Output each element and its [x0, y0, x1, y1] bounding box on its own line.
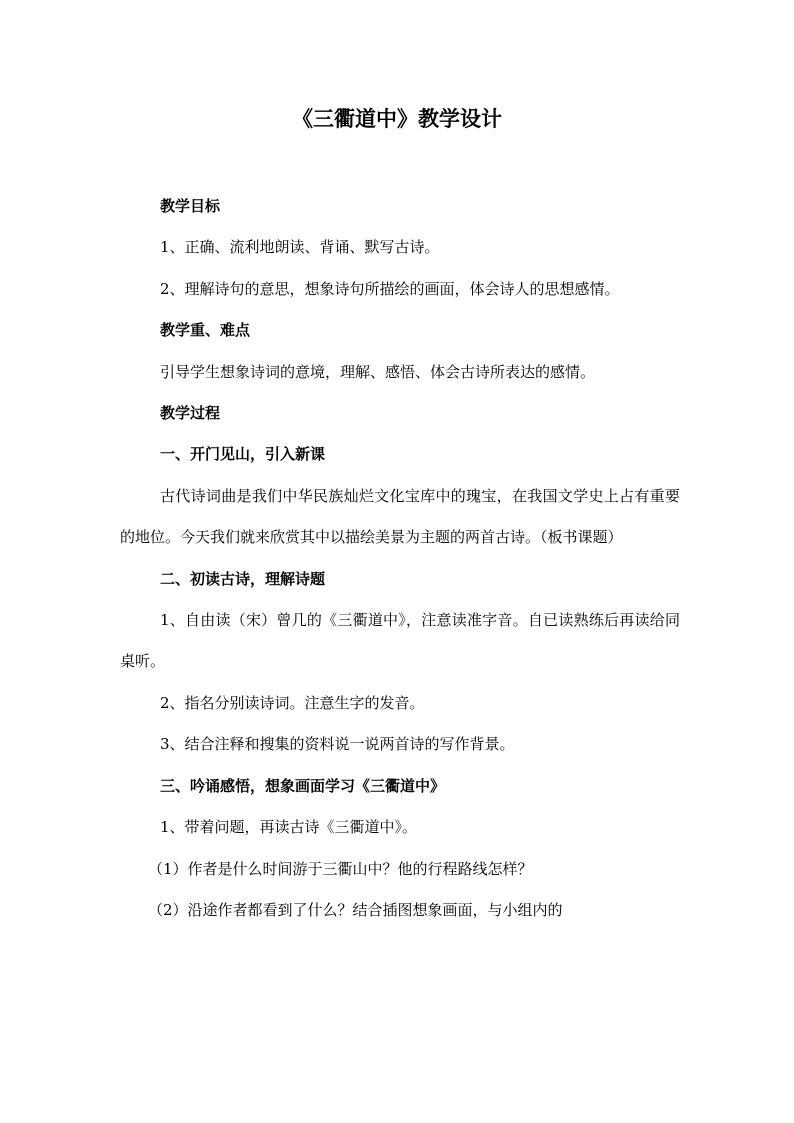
document-body [120, 186, 680, 931]
section-heading: 教学重、难点 [160, 321, 251, 340]
section-heading: 一、开门见山，引入新课 [160, 445, 326, 464]
paragraph: 1、带着问题，再读古诗《三衢道中》。 [160, 818, 418, 837]
section-heading: 三、吟诵感悟，想象画面学习《三衢道中》 [160, 776, 446, 795]
paragraph: 1、正确、流利地朗读、背诵、默写古诗。 [160, 238, 440, 257]
question-item: （2）沿途作者都看到了什么？结合插图想象画面，与小组内的 [148, 900, 563, 919]
paragraph: 3、结合注释和搜集的资料说一说两首诗的写作背景。 [160, 735, 515, 754]
paragraph: 2、理解诗句的意思，想象诗句所描绘的画面，体会诗人的思想感情。 [160, 279, 620, 298]
paragraph: 2、指名分别读诗词。注意生字的发音。 [160, 693, 425, 712]
paragraph: 1、自由读（宋）曾几的《三衢道中》，注意读准字音。自已读熟练后再读给同桌听。 [120, 611, 680, 671]
paragraph: 古代诗词曲是我们中华民族灿烂文化宝库中的瑰宝，在我国文学史上占有重要的地位。今天我们就来欣赏其中以描绘美景为主题的两首古诗。（板书课题） [120, 486, 680, 547]
section-heading: 二、初读古诗，理解诗题 [160, 569, 326, 588]
document-title: 《三衢道中》教学设计 [292, 106, 502, 131]
section-heading: 教学目标 [160, 197, 221, 215]
paragraph: 引导学生想象诗词的意境，理解、感悟、体会古诗所表达的感情。 [160, 362, 596, 381]
section-heading: 教学过程 [160, 404, 221, 423]
question-item: （1）作者是什么时间游于三衢山中？他的行程路线怎样？ [148, 859, 533, 878]
